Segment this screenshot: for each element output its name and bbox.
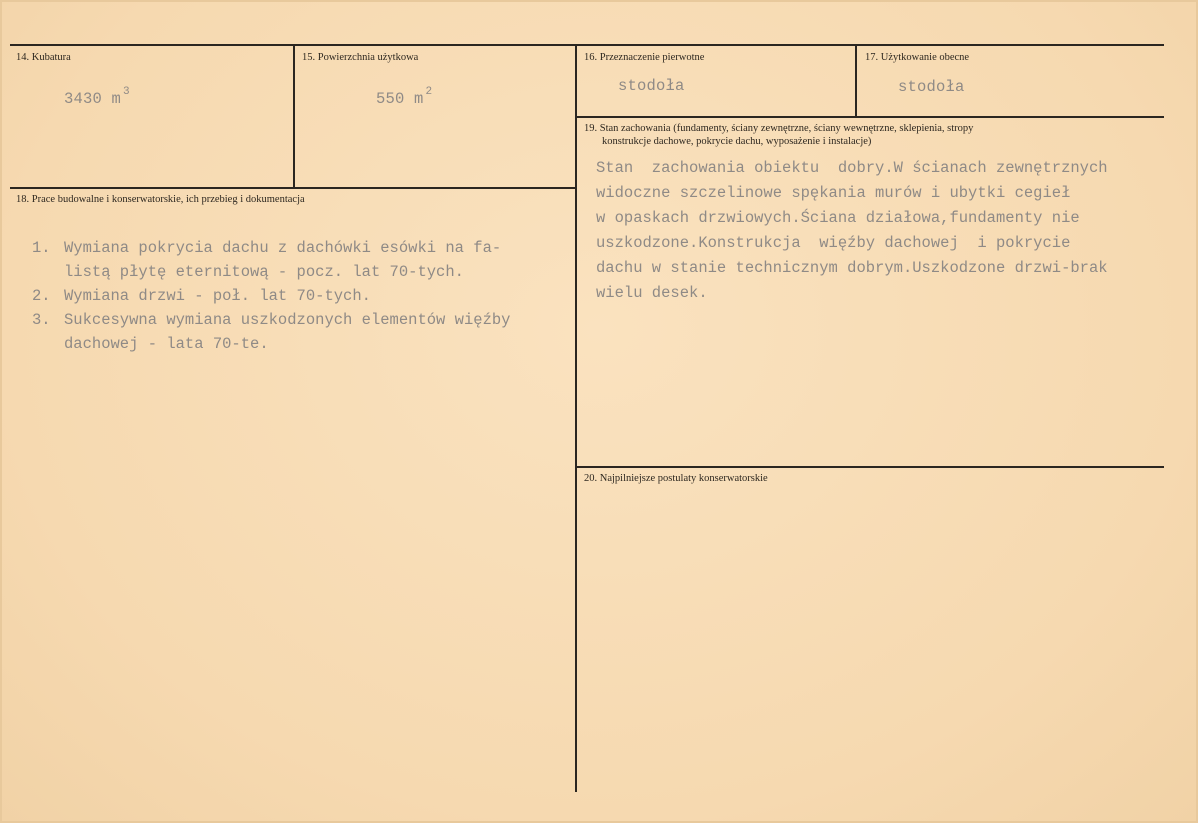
field-15-label: 15. Powierzchnia użytkowa [302, 52, 419, 63]
list-item-line: dachowej - lata 70-te. [64, 335, 269, 353]
field-17-value: stodoła [898, 78, 965, 96]
field-19-text [596, 156, 1161, 306]
list-item [32, 236, 562, 284]
text-line: widoczne szczelinowe spękania murów i ubytki cegieł [596, 184, 1071, 202]
top-rule [10, 44, 1164, 46]
field-18-list [32, 236, 562, 356]
field-14-value: 3430 m $^3$ [64, 86, 130, 108]
list-item [32, 308, 562, 356]
list-item-number: 3. [32, 311, 51, 329]
field-17-label: 17. Użytkowanie obecne [865, 52, 970, 63]
field-19-label-continued: konstrukcje dachowe, pokrycie dachu, wyposażenie i instalacje) [602, 136, 872, 147]
text-line: uszkodzone.Konstrukcja więźby dachowej i pokrycie [596, 234, 1071, 252]
text-line: dachu w stanie technicznym dobrym.Uszkodzone drzwi-brak [596, 259, 1108, 277]
field-20-label: 20. Najpilniejsze postulaty konserwatorskie [584, 473, 768, 484]
rule-under-16-17 [577, 116, 1164, 118]
field-16-label: 16. Przeznaczenie pierwotne [584, 52, 705, 63]
list-item-number: 1. [32, 239, 51, 257]
list-item-line: Wymiana pokrycia dachu z dachówki esówki na fa- [64, 239, 502, 257]
main-vertical-divider [575, 46, 577, 792]
field-15-value: 550 m $^2$ [376, 86, 433, 108]
field-18-label: 18. Prace budowalne i konserwatorskie, ich przebieg i dokumentacja [16, 194, 305, 205]
text-line: w opaskach drzwiowych.Ściana działowa,fundamenty nie [596, 209, 1080, 227]
rule-under-19 [577, 466, 1164, 468]
field-19-label: 19. Stan zachowania (fundamenty, ściany zewnętrzne, ściany wewnętrzne, sklepienia, stropy [584, 123, 974, 134]
list-item-line: listą płytę eternitową - pocz. lat 70-tych. [64, 263, 464, 281]
list-item-number: 2. [32, 287, 51, 305]
rule-under-14-15 [10, 187, 575, 189]
field-14-label: 14. Kubatura [16, 52, 71, 63]
list-item-line: Sukcesywna wymiana uszkodzonych elementów więźby [64, 311, 511, 329]
divider-14-15 [293, 46, 295, 188]
list-item-line: Wymiana drzwi - poł. lat 70-tych. [64, 287, 371, 305]
field-16-value: stodoła [618, 77, 685, 95]
text-line: wielu desek. [596, 284, 708, 302]
text-line: Stan zachowania obiektu dobry.W ścianach zewnętrznych [596, 159, 1108, 177]
list-item [32, 284, 562, 308]
divider-16-17 [855, 46, 857, 117]
